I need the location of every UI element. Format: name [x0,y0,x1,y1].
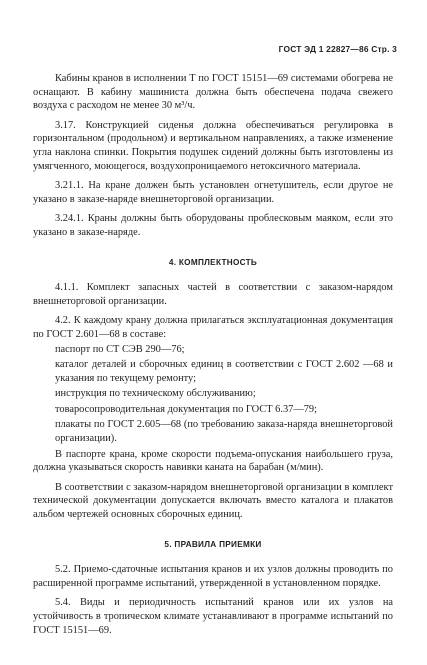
list-item: инструкция по техническому обслуживанию; [55,388,256,400]
paragraph: Кабины кранов в исполнении Т по ГОСТ 15151—69 системами обогрева не оснащают. В кабину машиниста должна быть обеспечена подача свежего воздуха с расходом не менее 30 м³/ч. [33,73,393,112]
paragraph: В соответствии с заказом-нарядом внешнеторговой организации в комплект технической документации допускается включать вместо каталога и плакатов альбом чертежей основных сборочных единиц. [33,481,393,521]
page-header: ГОСТ ЭД 1 22827—86 Стр. 3 [278,44,397,54]
paragraph: 5.4. Виды и периодичность испытаний кранов или их узлов на устойчивость в тропическом климате устанавливают в программе испытаний по ГОСТ 15151—69. [33,597,393,636]
list-item: плакаты по ГОСТ 2.605—68 (по требованию заказа-наряда внешнеторговой организации). [55,419,393,445]
paragraph: 4.2. К каждому крану должна прилагаться эксплуатационная документация по ГОСТ 2.601—68 в составе: [33,315,393,340]
list-item: каталог деталей и сборочных единиц в соответствии с ГОСТ 2.602 —68 и указания по текущему ремонту; [55,359,393,384]
list-item: товаросопроводительная документация по ГОСТ 6.37—79; [55,403,318,415]
section-heading: 5. ПРАВИЛА ПРИЕМКИ [164,539,262,549]
paragraph: 3.21.1. На кране должен быть установлен огнетушитель, если другое не указано в заказе-наряде внешнеторговой организации. [33,180,393,205]
paragraph: 4.1.1. Комплект запасных частей в соответствии с заказом-нарядом внешнеторговой организации. [33,282,393,307]
paragraph: 3.24.1. Краны должны быть оборудованы проблесковым маяком, если это указано в заказе-наряде. [33,213,393,238]
section-heading: 4. КОМПЛЕКТНОСТЬ [168,257,258,267]
document-body [33,72,393,643]
paragraph: В паспорте крана, кроме скорости подъема-опускания наибольшего груза, должна указываться скорость навивки каната на барабан (м/мин). [33,448,393,474]
paragraph: 3.17. Конструкцией сиденья должна обеспечиваться регулировка в горизонтальном (продольном) и вертикальном направлениях, а также изменение угла наклона спинки. Покрытия подушек сидений должны быть изготовлены из умягченного, моющегося, воздухопроницаемого нетоксичного материала. [33,119,393,172]
list-item: паспорт по СТ СЭВ 290—76; [55,343,185,355]
paragraph: 5.2. Приемо-сдаточные испытания кранов и их узлов должны проводить по расширенной программе испытаний, утвержденной в установленном порядке. [33,564,393,589]
